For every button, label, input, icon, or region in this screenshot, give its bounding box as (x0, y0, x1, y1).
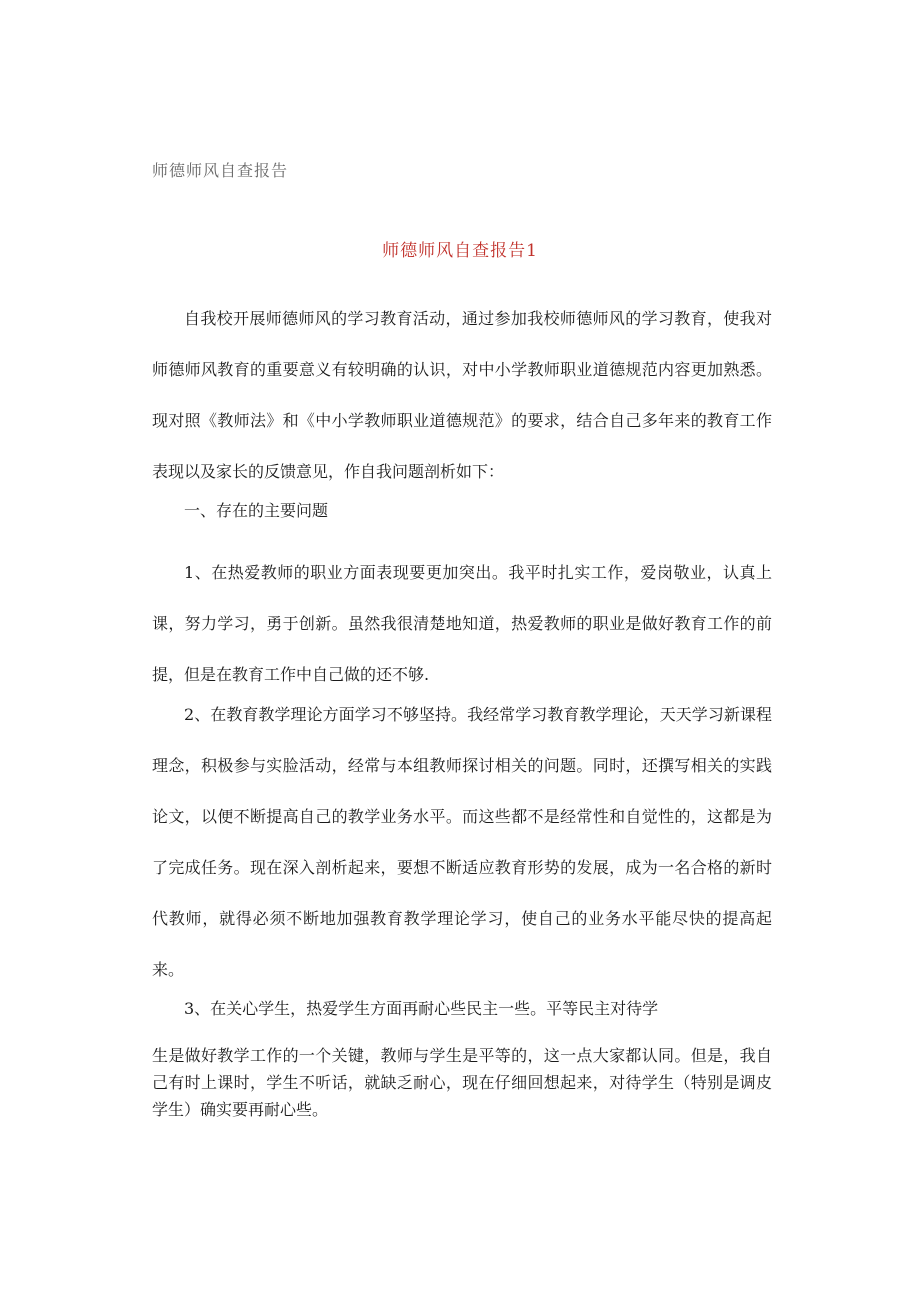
problem-item-2: 2、在教育教学理论方面学习不够坚持。我经常学习教育教学理论，天天学习新课程理念，积极参与实脸活动，经常与本组教师探讨相关的问题。同时，还撰写相关的实践论文，以便不断提高自己的教学业务水平。而这些都不是经常性和自觉性的，这都是为了完成任务。现在深入剖析起来，要想不断适应教育形势的发展，成为一名合格的新时代教师，就得必须不断地加强教育教学理论学习，使自己的业务水平能尽快的提高起来。 (152, 705, 772, 979)
intro-paragraph: 自我校开展师德师风的学习教育活动，通过参加我校师德师风的学习教育，使我对师德师风教育的重要意义有较明确的认识，对中小学教师职业道德规范内容更加熟悉。现对照《教师法》和《中小学教师职业道德规范》的要求，结合自己多年来的教育工作表现以及家长的反馈意见，作自我问题剖析如下： (152, 309, 772, 481)
problem-item-3-continuation: 生是做好教学工作的一个关键，教师与学生是平等的，这一点大家都认同。但是，我自己有时上课时，学生不听话，就缺乏耐心，现在仔细回想起来，对待学生（特别是调皮学生）确实要再耐心些。 (152, 1046, 772, 1119)
document-header: 师德师风自查报告 (152, 161, 289, 180)
report-title: 师德师风自查报告1 (382, 241, 538, 261)
problem-item-1: 1、在热爱教师的职业方面表现要更加突出。我平时扎实工作，爱岗敬业，认真上课，努力学习，勇于创新。虽然我很清楚地知道，热爱教师的职业是做好教育工作的前提，但是在教育工作中自己做的还不够. (152, 563, 772, 684)
problem-item-3: 3、在关心学生，热爱学生方面再耐心些民主一些。平等民主对待学 (184, 999, 659, 1018)
section-heading: 一、存在的主要问题 (184, 501, 329, 520)
